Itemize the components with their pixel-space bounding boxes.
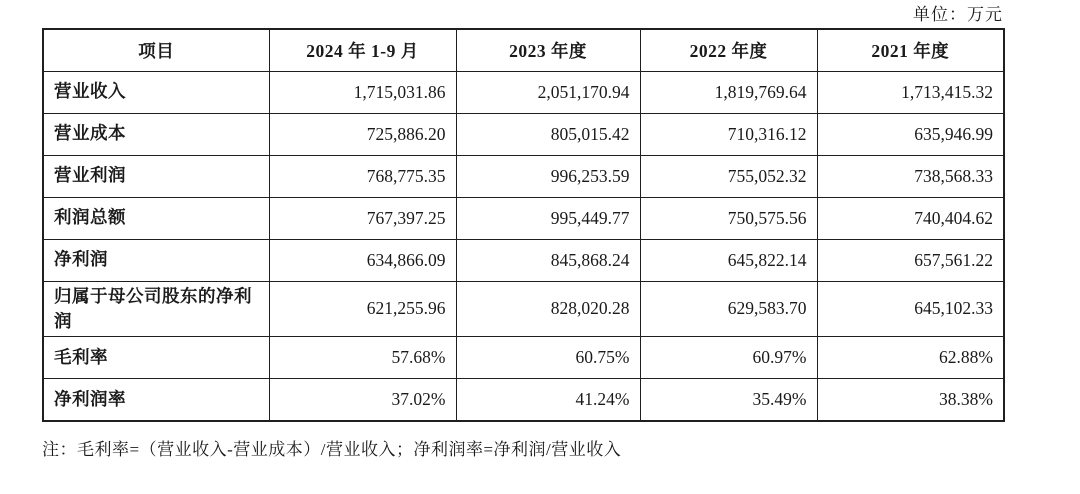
cell-value: 35.49% xyxy=(640,379,817,421)
row-label: 归属于母公司股东的净利润 xyxy=(43,281,269,337)
cell-value: 629,583.70 xyxy=(640,281,817,337)
row-label: 营业成本 xyxy=(43,113,269,155)
cell-value: 845,868.24 xyxy=(456,239,640,281)
cell-value: 1,819,769.64 xyxy=(640,71,817,113)
cell-value: 60.75% xyxy=(456,337,640,379)
footnote: 注：毛利率=（营业收入-营业成本）/营业收入；净利润率=净利润/营业收入 xyxy=(42,439,622,459)
cell-value: 740,404.62 xyxy=(817,197,1004,239)
row-label: 净利润 xyxy=(43,239,269,281)
cell-value: 37.02% xyxy=(269,379,456,421)
cell-value: 996,253.59 xyxy=(456,155,640,197)
cell-value: 621,255.96 xyxy=(269,281,456,337)
cell-value: 995,449.77 xyxy=(456,197,640,239)
cell-value: 1,715,031.86 xyxy=(269,71,456,113)
row-label: 毛利率 xyxy=(43,337,269,379)
row-label: 营业收入 xyxy=(43,71,269,113)
cell-value: 635,946.99 xyxy=(817,113,1004,155)
column-header: 2022 年度 xyxy=(640,29,817,71)
column-header: 2024 年 1-9 月 xyxy=(269,29,456,71)
header-row xyxy=(43,29,1004,71)
cell-value: 755,052.32 xyxy=(640,155,817,197)
cell-value: 41.24% xyxy=(456,379,640,421)
cell-value: 1,713,415.32 xyxy=(817,71,1004,113)
table-row xyxy=(43,71,1004,113)
cell-value: 57.68% xyxy=(269,337,456,379)
column-header: 项目 xyxy=(43,29,269,71)
cell-value: 725,886.20 xyxy=(269,113,456,155)
cell-value: 768,775.35 xyxy=(269,155,456,197)
table-row xyxy=(43,113,1004,155)
unit-label: 单位：万元 xyxy=(913,5,1003,24)
table-body xyxy=(43,71,1004,421)
row-label: 营业利润 xyxy=(43,155,269,197)
cell-value: 750,575.56 xyxy=(640,197,817,239)
table-row xyxy=(43,379,1004,421)
row-label: 净利润率 xyxy=(43,379,269,421)
cell-value: 62.88% xyxy=(817,337,1004,379)
cell-value: 828,020.28 xyxy=(456,281,640,337)
cell-value: 710,316.12 xyxy=(640,113,817,155)
cell-value: 805,015.42 xyxy=(456,113,640,155)
cell-value: 657,561.22 xyxy=(817,239,1004,281)
cell-value: 738,568.33 xyxy=(817,155,1004,197)
table-row xyxy=(43,239,1004,281)
cell-value: 767,397.25 xyxy=(269,197,456,239)
cell-value: 645,102.33 xyxy=(817,281,1004,337)
table-row xyxy=(43,155,1004,197)
cell-value: 634,866.09 xyxy=(269,239,456,281)
row-label: 利润总额 xyxy=(43,197,269,239)
table-row xyxy=(43,337,1004,379)
column-header: 2023 年度 xyxy=(456,29,640,71)
table-row xyxy=(43,197,1004,239)
column-header: 2021 年度 xyxy=(817,29,1004,71)
cell-value: 645,822.14 xyxy=(640,239,817,281)
cell-value: 60.97% xyxy=(640,337,817,379)
cell-value: 2,051,170.94 xyxy=(456,71,640,113)
financial-table xyxy=(42,28,1005,422)
table-row xyxy=(43,281,1004,337)
cell-value: 38.38% xyxy=(817,379,1004,421)
